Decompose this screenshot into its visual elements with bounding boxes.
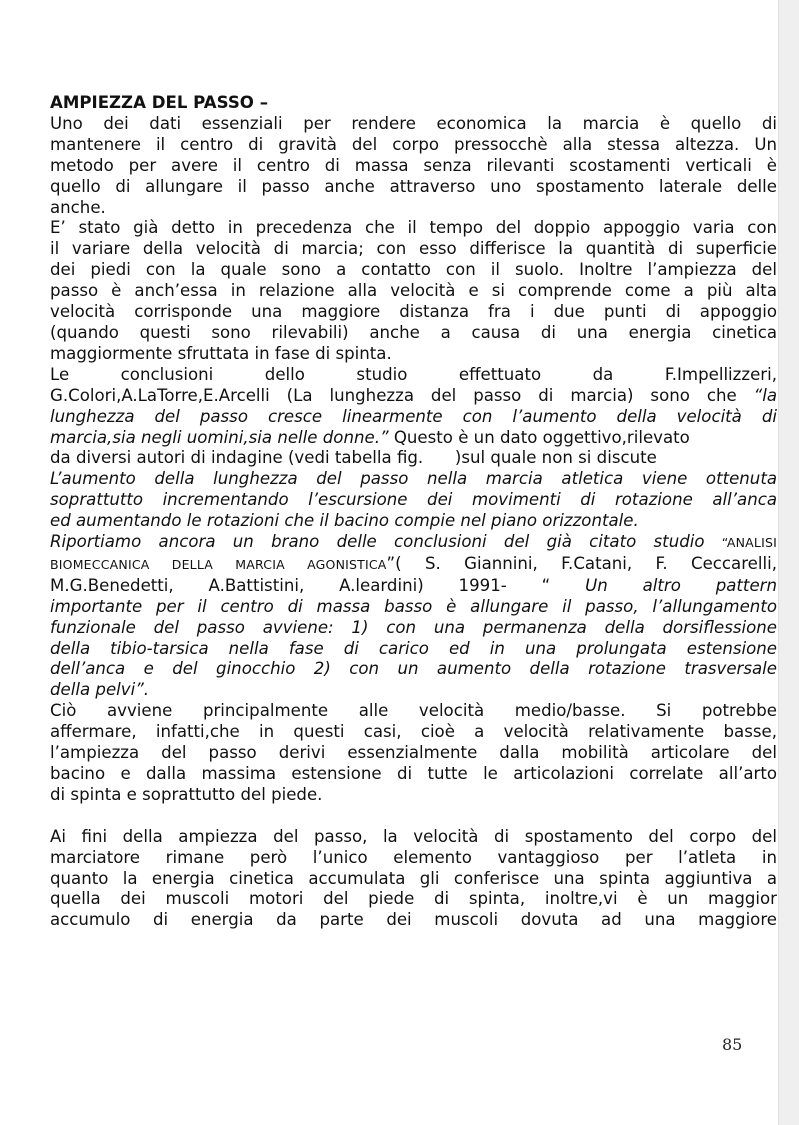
text-line: mantenere il centro di gravità del corpo pressocchè alla stessa altezza. Un — [50, 134, 777, 154]
text-run: ”( S. Giannini, F.Catani, F. Ceccarelli, — [386, 553, 777, 573]
text-line: Ai fini della ampiezza del passo, la velocità di spostamento del corpo del — [50, 826, 777, 846]
quote-line: funzionale del passo avviene: 1) con una permanenza della dorsiflessione — [50, 617, 777, 637]
text-run: Questo è un dato oggettivo,rilevato — [388, 427, 690, 447]
quote-line: della tibio-tarsica nella fase di carico ed in una prolungata estensione — [50, 638, 777, 658]
text-line: maggiormente sfruttata in fase di spinta. — [50, 343, 392, 363]
text-line — [50, 428, 777, 449]
text-line: l’ampiezza del passo derivi essenzialmente dalla mobilità articolare del — [50, 743, 777, 763]
text-line: (quando questi sono rilevabili) anche a causa di una energia cinetica — [50, 322, 777, 342]
quote-line: importante per il centro di massa basso è allungare il passo, l’allungamento — [50, 596, 777, 616]
text-line: Ciò avviene principalmente alle velocità medio/basse. Si potrebbe — [50, 701, 777, 721]
text-line: Uno dei dati essenziali per rendere economica la marcia è quello di — [50, 113, 777, 133]
quote-line: dell’anca e del ginocchio 2) con un aumento della rotazione trasversale — [50, 659, 777, 679]
text-line — [50, 576, 777, 597]
text-line: quella dei muscoli motori del piede di spinta, inoltre,vi è un maggior — [50, 889, 777, 909]
document-body — [50, 93, 777, 931]
italic-line: ed aumentando le rotazioni che il bacino compie nel piano orizzontale. — [50, 511, 639, 531]
quote-run: marcia,sia negli uomini,sia nelle donne.” — [50, 427, 389, 447]
text-line: dei piedi con la quale sono a contatto con il suolo. Inoltre l’ampiezza del — [50, 260, 777, 280]
text-line: accumulo di energia da parte dei muscoli dovuta ad una maggiore — [50, 910, 777, 930]
smallcaps-run: “ANALISI — [721, 535, 777, 551]
text-line: E’ stato già detto in precedenza che il tempo del doppio appoggio varia con — [50, 218, 777, 238]
text-line: velocità corrisponde una maggiore distanza fra i due punti di appoggio — [50, 302, 777, 322]
paragraph-gap — [50, 806, 777, 827]
smallcaps-run: BIOMECCANICA DELLA MARCIA AGONISTICA — [50, 556, 387, 572]
text-line — [50, 532, 777, 554]
quote-line: della pelvi”. — [50, 680, 150, 700]
text-line: affermare, infatti,che in questi casi, cioè a velocità relativamente basse, — [50, 722, 777, 742]
section-title: AMPIEZZA DEL PASSO – — [50, 93, 268, 112]
text-line: di spinta e soprattutto del piede. — [50, 784, 323, 804]
text-line: metodo per avere il centro di massa senza rilevanti scostamenti verticali è — [50, 155, 777, 175]
quote-line: lunghezza del passo cresce linearmente con l’aumento della velocità di — [50, 406, 777, 426]
text-line — [50, 386, 777, 407]
text-line: quanto la energia cinetica accumulata gli conferisce una spinta aggiuntiva a — [50, 868, 777, 888]
italic-line: soprattutto incrementando l’escursione dei movimenti di rotazione all’anca — [50, 490, 777, 510]
italic-run: Riportiamo ancora un brano delle conclusioni del già citato studio — [50, 532, 722, 552]
text-line: quello di allungare il passo anche attraverso uno spostamento laterale delle — [50, 176, 777, 196]
italic-line: L’aumento della lunghezza del passo nella marcia atletica viene ottenuta — [50, 469, 777, 489]
text-line — [50, 554, 777, 576]
text-line: marciatore rimane però l’unico elemento vantaggioso per l’atleta in — [50, 847, 777, 867]
text-line: bacino e dalla massima estensione di tutte le articolazioni correlate all’arto — [50, 764, 777, 783]
text-run: M.G.Benedetti, A.Battistini, A.leardini) 1991- “ — [50, 575, 586, 595]
quote-run: “la — [753, 385, 777, 405]
quote-run: Un altro pattern — [585, 575, 777, 595]
text-line: Le conclusioni dello studio effettuato da F.Impellizzeri, — [50, 364, 777, 384]
text-line: il variare della velocità di marcia; con esso differisce la quantità di superficie — [50, 239, 777, 259]
text-line: da diversi autori di indagine (vedi tabella fig. )sul quale non si discute — [50, 448, 657, 468]
page-edge — [778, 0, 799, 1125]
page-number: 85 — [722, 1035, 743, 1054]
text-line: anche. — [50, 197, 106, 217]
text-run: G.Colori,A.LaTorre,E.Arcelli (La lunghezza del passo di marcia) sono che — [50, 385, 754, 405]
text-line: passo è anch’essa in relazione alla velocità e si comprende come a più alta — [50, 281, 777, 301]
